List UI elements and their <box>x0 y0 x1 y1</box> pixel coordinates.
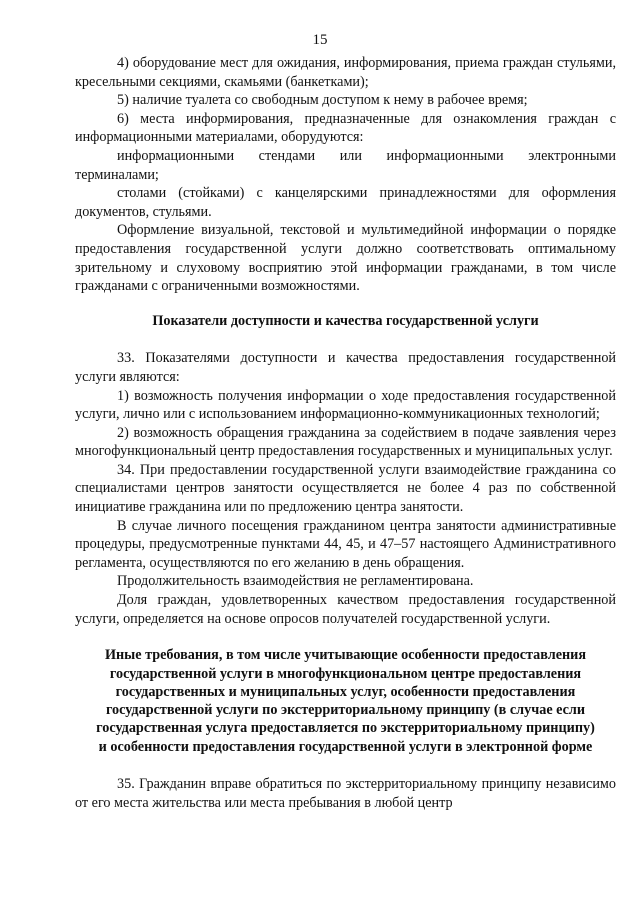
paragraph-33: 33. Показателями доступности и качества предоставления государственной услуги являются: <box>75 350 616 385</box>
heading-line: государственная услуга предоставляется по экстерриториальному принципу) <box>96 720 595 737</box>
paragraph-item-4: 4) оборудование мест для ожидания, информирования, приема граждан стульями, кресельными секциями, скамьями (банкетками); <box>75 55 616 90</box>
section-heading-accessibility: Показатели доступности и качества государственной услуги <box>152 312 539 329</box>
paragraph-33-1: 1) возможность получения информации о ходе предоставления государственной услуги, лично или с использованием информационно-коммуникационных технологий; <box>75 387 616 423</box>
paragraph-34-duration: Продолжительность взаимодействия не регламентирована. <box>117 573 474 590</box>
paragraph-35: 35. Гражданин вправе обратиться по экстерриториальному принципу независимо от его места жительства или места пребывания в любой центр <box>75 776 616 811</box>
page-number: 15 <box>312 32 328 48</box>
paragraph-visual-info: Оформление визуальной, текстовой и мультимедийной информации о порядке предоставления государственной услуги должно соответствовать оптимальному зрительному и слуховому восприятию этой информации гражданами, в том числе гражданами с ограниченными возможностями. <box>75 222 616 295</box>
paragraph-34-visit: В случае личного посещения гражданином центра занятости административные процедуры, предусмотренные пунктами 44, 45, и 47–57 настоящего Административного регламента, осуществляются по его желанию в день обращения. <box>75 517 616 571</box>
heading-line: государственных и муниципальных услуг, особенности предоставления <box>115 683 576 700</box>
paragraph-34-share: Доля граждан, удовлетворенных качеством предоставления государственной услуги, определяется на основе опросов получателей государственной услуги. <box>75 592 616 627</box>
heading-line: государственной услуги по экстерриториальному принципу (в случае если <box>105 702 586 719</box>
heading-line: и особенности предоставления государственной услуги в электронной форме <box>98 738 593 755</box>
paragraph-item-6: 6) места информирования, предназначенные для ознакомления граждан с информационными материалами, оборудуются: <box>75 110 616 146</box>
paragraph-item-5: 5) наличие туалета со свободным доступом к нему в рабочее время; <box>117 92 528 109</box>
section-heading-other-requirements <box>75 646 616 756</box>
heading-line: государственной услуги в многофункциональном центре предоставления <box>109 665 582 682</box>
paragraph-33-2: 2) возможность обращения гражданина за содействием в подаче заявления через многофункциональный центр предоставления государственных и муниципальных услуг. <box>75 424 616 460</box>
document-body <box>75 54 616 812</box>
heading-line: Иные требования, в том числе учитывающие особенности предоставления <box>104 647 587 664</box>
paragraph-34: 34. При предоставлении государственной услуги взаимодействие гражданина со специалистами центров занятости осуществляется не более 4 раз по собственной инициативе гражданина или по предложению центра занятости. <box>75 461 616 516</box>
paragraph-item-6-tables: столами (стойками) с канцелярскими принадлежностями для оформления документов, стульями. <box>75 185 616 220</box>
paragraph-item-6-stands: информационными стендами или информационными электронными терминалами; <box>75 147 616 183</box>
